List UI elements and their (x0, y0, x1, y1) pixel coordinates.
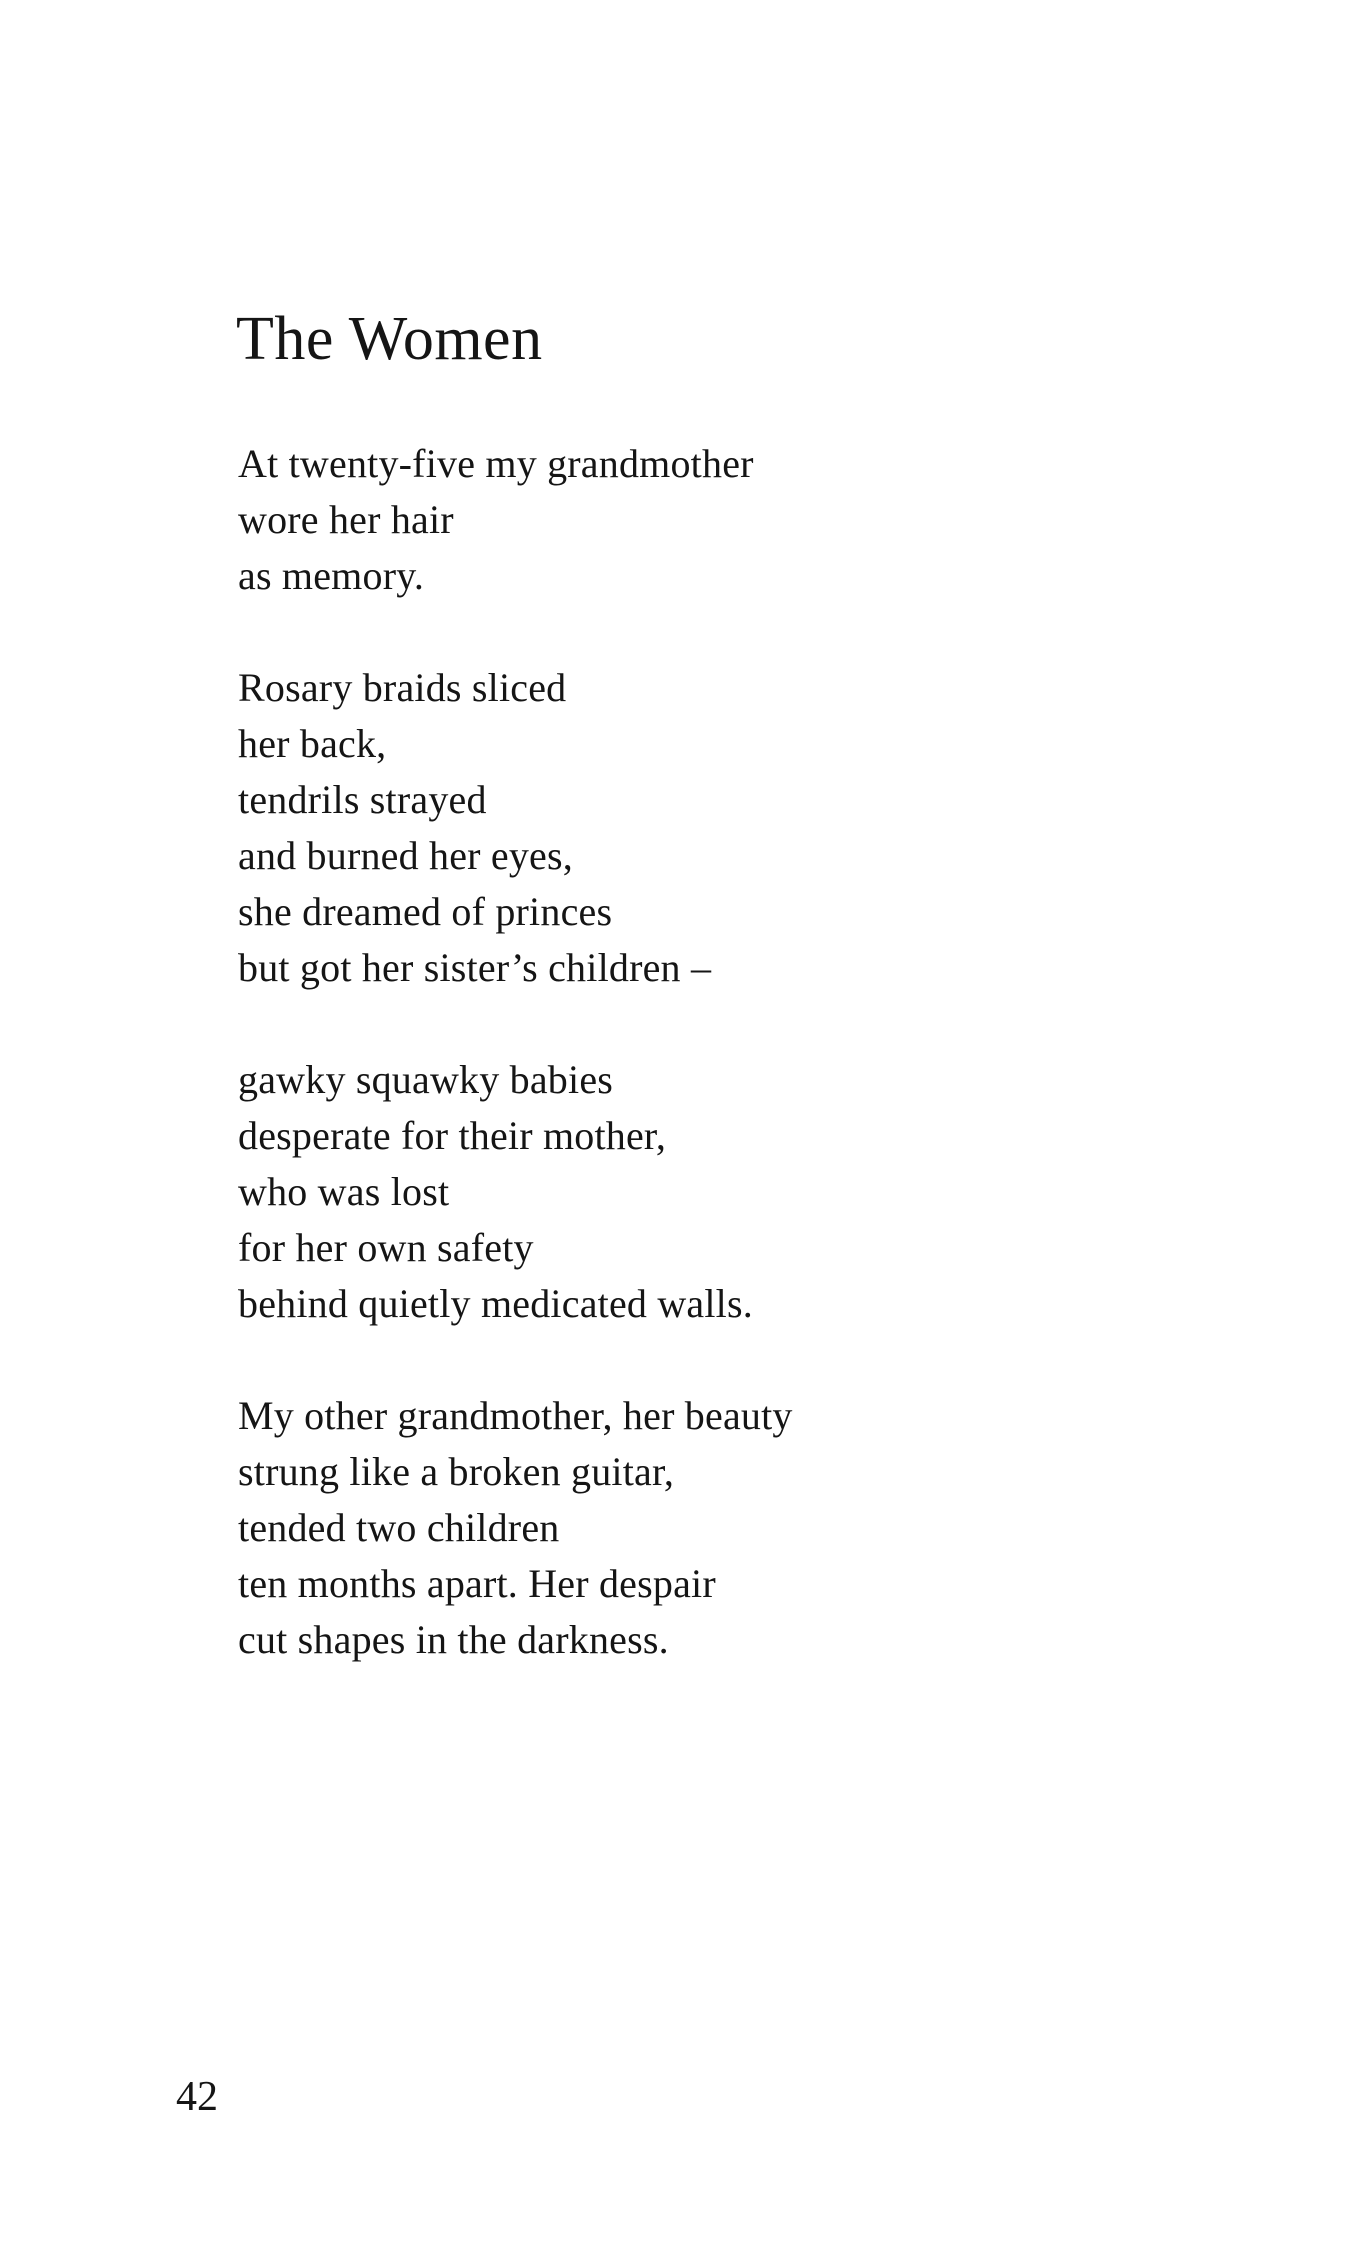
poem-line: as memory. (238, 553, 425, 598)
poem-body (238, 436, 793, 1668)
poem-line: desperate for their mother, (238, 1113, 667, 1158)
poem-title: The Women (236, 305, 543, 373)
page-number: 42 (176, 2074, 218, 2120)
poem-line: wore her hair (238, 497, 454, 542)
poem-line: ten months apart. Her despair (238, 1561, 716, 1606)
poem-line: tendrils strayed (238, 777, 487, 822)
poem-line: who was lost (238, 1169, 450, 1214)
poem-line: behind quietly medicated walls. (238, 1281, 753, 1326)
poem-line: gawky squawky babies (238, 1057, 614, 1102)
poem-line: her back, (238, 721, 387, 766)
stanza-2 (238, 660, 793, 996)
poem-line: she dreamed of princes (238, 889, 613, 934)
stanza-3 (238, 1052, 793, 1332)
poem-line: strung like a broken guitar, (238, 1449, 675, 1494)
poem-line: and burned her eyes, (238, 833, 573, 878)
poem-line: Rosary braids sliced (238, 665, 567, 710)
poem-line: My other grandmother, her beauty (238, 1393, 793, 1438)
stanza-1 (238, 436, 793, 604)
stanza-4 (238, 1388, 793, 1668)
poem-line: tended two children (238, 1505, 560, 1550)
poem-line: At twenty-five my grandmother (238, 441, 754, 486)
poem-line: for her own safety (238, 1225, 534, 1270)
poem-line: but got her sister’s children – (238, 945, 712, 990)
poem-line: cut shapes in the darkness. (238, 1617, 669, 1662)
